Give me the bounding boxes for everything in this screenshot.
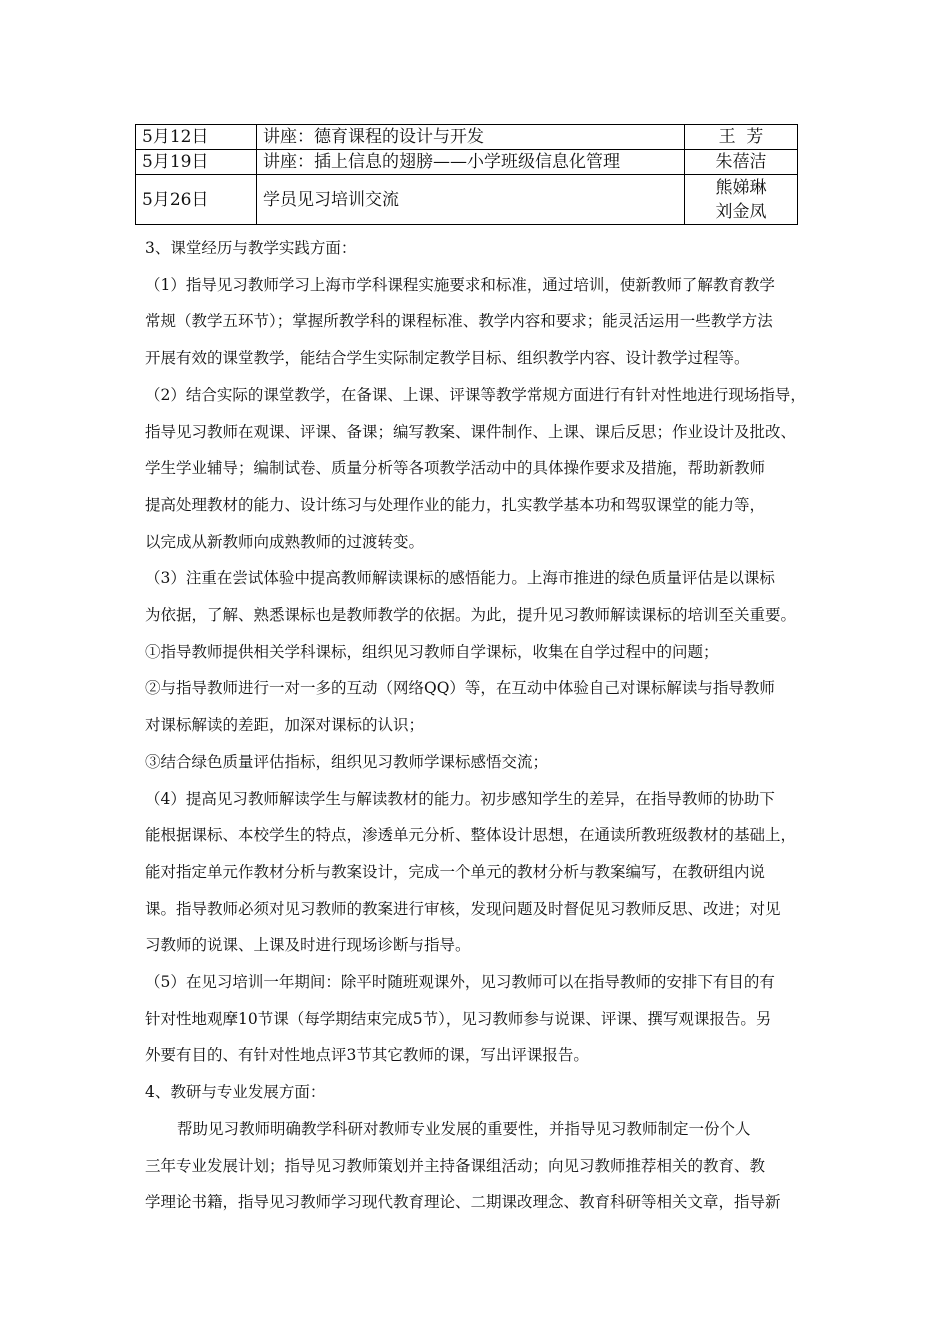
paragraph-line: 为依据，了解、熟悉课标也是教师教学的依据。为此，提升见习教师解读课标的培训至关重要。 bbox=[145, 606, 797, 625]
paragraph-line: 提高处理教材的能力、设计练习与处理作业的能力，扎实教学基本功和驾驭课堂的能力等， bbox=[145, 495, 766, 514]
section-heading: 3、课堂经历与教学实践方面： bbox=[145, 239, 357, 257]
table-row bbox=[136, 175, 798, 225]
table-row bbox=[136, 125, 798, 150]
date-cell: 5月26日 bbox=[136, 175, 257, 225]
paragraph-line: ③结合绿色质量评估指标，组织见习教师学课标感悟交流； bbox=[145, 752, 549, 771]
paragraph-line: ①指导教师提供相关学科课标，组织见习教师自学课标，收集在自学过程中的问题； bbox=[145, 642, 719, 661]
paragraph-line: 对课标解读的差距，加深对课标的认识； bbox=[145, 716, 425, 735]
paragraph-line: 以完成从新教师向成熟教师的过渡转变。 bbox=[145, 532, 425, 551]
date-cell: 5月19日 bbox=[136, 150, 257, 175]
topic-cell: 讲座：插上信息的翅膀——小学班级信息化管理 bbox=[257, 150, 685, 175]
speaker-name: 熊娣琳 bbox=[715, 177, 767, 198]
date-cell: 5月12日 bbox=[136, 125, 257, 150]
speaker-cell: 朱蓓洁 bbox=[685, 150, 798, 175]
paragraph-line: 习教师的说课、上课及时进行现场诊断与指导。 bbox=[145, 936, 471, 955]
paragraph-line: 指导见习教师在观课、评课、备课；编写教案、课件制作、上课、课后反思；作业设计及批改、 bbox=[145, 422, 797, 441]
table-row bbox=[136, 150, 798, 175]
paragraph-line: 外要有目的、有针对性地点评3节其它教师的课，写出评课报告。 bbox=[145, 1046, 589, 1065]
speaker-cell: 王 芳 bbox=[685, 125, 798, 150]
paragraph-line: 能根据课标、本校学生的特点，渗透单元分析、整体设计思想，在通读所教班级教材的基础上， bbox=[145, 826, 797, 845]
topic-cell: 讲座：德育课程的设计与开发 bbox=[257, 125, 685, 150]
training-schedule-table bbox=[135, 124, 798, 225]
topic-cell: 学员见习培训交流 bbox=[257, 175, 685, 225]
speaker-cell bbox=[685, 175, 798, 225]
paragraph-line: 开展有效的课堂教学，能结合学生实际制定教学目标、组织教学内容、设计教学过程等。 bbox=[145, 349, 750, 368]
speaker-name: 刘金凤 bbox=[715, 201, 767, 222]
paragraph-line: 常规（教学五环节）；掌握所教学科的课程标准、教学内容和要求；能灵活运用一些教学方法 bbox=[145, 312, 773, 331]
paragraph-line: （1）指导见习教师学习上海市学科课程实施要求和标准，通过培训，使新教师了解教育教学 bbox=[145, 275, 775, 294]
paragraph-line: 针对性地观摩10节课（每学期结束完成5节），见习教师参与说课、评课、撰写观课报告。另 bbox=[145, 1009, 772, 1028]
paragraph-line: 帮助见习教师明确教学科研对教师专业发展的重要性，并指导见习教师制定一份个人 bbox=[177, 1119, 751, 1138]
paragraph-line: 学生学业辅导；编制试卷、质量分析等各项教学活动中的具体操作要求及措施，帮助新教师 bbox=[145, 459, 766, 478]
paragraph-line: 学理论书籍，指导见习教师学习现代教育理论、二期课改理念、教育科研等相关文章，指导新 bbox=[145, 1193, 781, 1212]
paragraph-line: 课。指导教师必须对见习教师的教案进行审核，发现问题及时督促见习教师反思、改进；对见 bbox=[145, 899, 781, 918]
paragraph-line: 三年专业发展计划；指导见习教师策划并主持备课组活动；向见习教师推荐相关的教育、教 bbox=[145, 1156, 766, 1175]
paragraph-line: （4）提高见习教师解读学生与解读教材的能力。初步感知学生的差异，在指导教师的协助下 bbox=[145, 789, 775, 808]
paragraph-line: （5）在见习培训一年期间：除平时随班观课外，见习教师可以在指导教师的安排下有目的有 bbox=[145, 973, 775, 992]
body-text bbox=[145, 230, 815, 1221]
paragraph-line: （2）结合实际的课堂教学，在备课、上课、评课等教学常规方面进行有针对性地进行现场指导， bbox=[145, 385, 806, 404]
paragraph-line: 能对指定单元作教材分析与教案设计，完成一个单元的教材分析与教案编写，在教研组内说 bbox=[145, 862, 766, 881]
section-heading: 4、教研与专业发展方面： bbox=[145, 1083, 326, 1102]
paragraph-line: （3）注重在尝试体验中提高教师解读课标的感悟能力。上海市推进的绿色质量评估是以课标 bbox=[145, 569, 775, 588]
paragraph-line: ②与指导教师进行一对一多的互动（网络QQ）等，在互动中体验自己对课标解读与指导教师 bbox=[145, 679, 775, 698]
